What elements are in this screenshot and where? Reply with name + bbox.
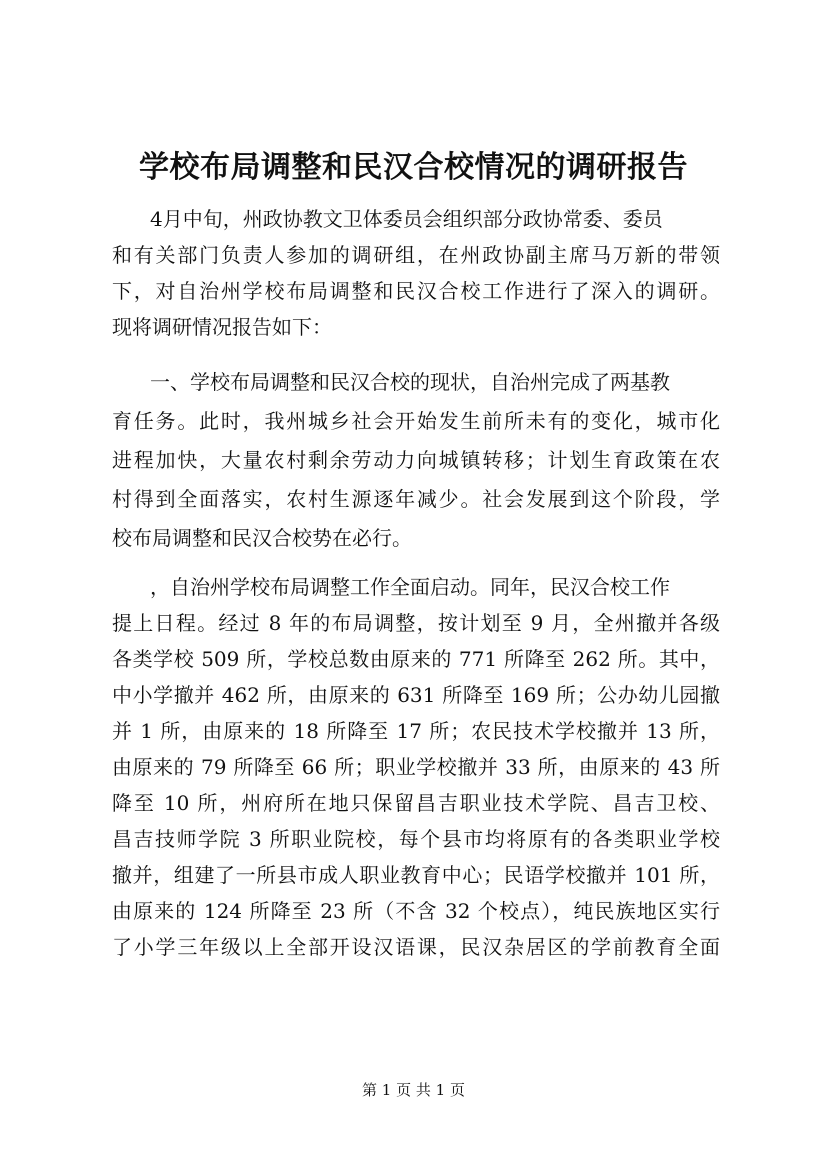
text-line: 进程加快，大量农村剩余劳动力向城镇转移；计划生育政策在农 [112, 448, 720, 472]
text-line: 由原来的 124 所降至 23 所（不含 32 个校点），纯民族地区实行 [112, 899, 720, 923]
text-line: 撤并，组建了一所县市成人职业教育中心；民语学校撤并 101 所， [112, 863, 720, 887]
text-line: 昌吉技师学院 3 所职业院校，每个县市均将原有的各类职业学校 [112, 827, 720, 851]
text-line: 下，对自治州学校布局调整和民汉合校工作进行了深入的调研。 [112, 279, 720, 303]
document-title: 学校布局调整和民汉合校情况的调研报告 [139, 150, 688, 185]
text-line: 降至 10 所，州府所在地只保留昌吉职业技术学院、昌吉卫校、 [112, 791, 720, 815]
text-line: 中小学撤并 462 所，由原来的 631 所降至 169 所；公办幼儿园撤 [112, 683, 720, 707]
text-line: 由原来的 79 所降至 66 所；职业学校撤并 33 所，由原来的 43 所 [112, 755, 720, 779]
text-line: 现将调研情况报告如下： [112, 315, 332, 339]
text-line: 村得到全面落实，农村生源逐年减少。社会发展到这个阶段，学 [112, 487, 720, 511]
text-line: 并 1 所，由原来的 18 所降至 17 所；农民技术学校撤并 13 所， [112, 719, 720, 743]
text-line: 和有关部门负责人参加的调研组，在州政协副主席马万新的带领 [112, 243, 720, 267]
text-line: 了小学三年级以上全部开设汉语课，民汉杂居区的学前教育全面 [112, 935, 720, 959]
text-line: 提上日程。经过 8 年的布局调整，按计划至 9 月，全州撤并各级 [112, 611, 720, 635]
text-line: 各类学校 509 所，学校总数由原来的 771 所降至 262 所。其中， [112, 647, 720, 671]
text-line: 校布局调整和民汉合校势在必行。 [112, 526, 412, 550]
text-line: 一、学校布局调整和民汉合校的现状，自治州完成了两基教 [150, 370, 670, 394]
text-line: 育任务。此时，我州城乡社会开始发生前所未有的变化，城市化 [112, 409, 720, 433]
text-line: 4月中旬，州政协教文卫体委员会组织部分政协常委、委员 [150, 207, 663, 231]
page-footer: 第 1 页 共 1 页 [362, 1081, 465, 1099]
text-line: ，自治州学校布局调整工作全面启动。同年，民汉合校工作 [150, 575, 670, 599]
